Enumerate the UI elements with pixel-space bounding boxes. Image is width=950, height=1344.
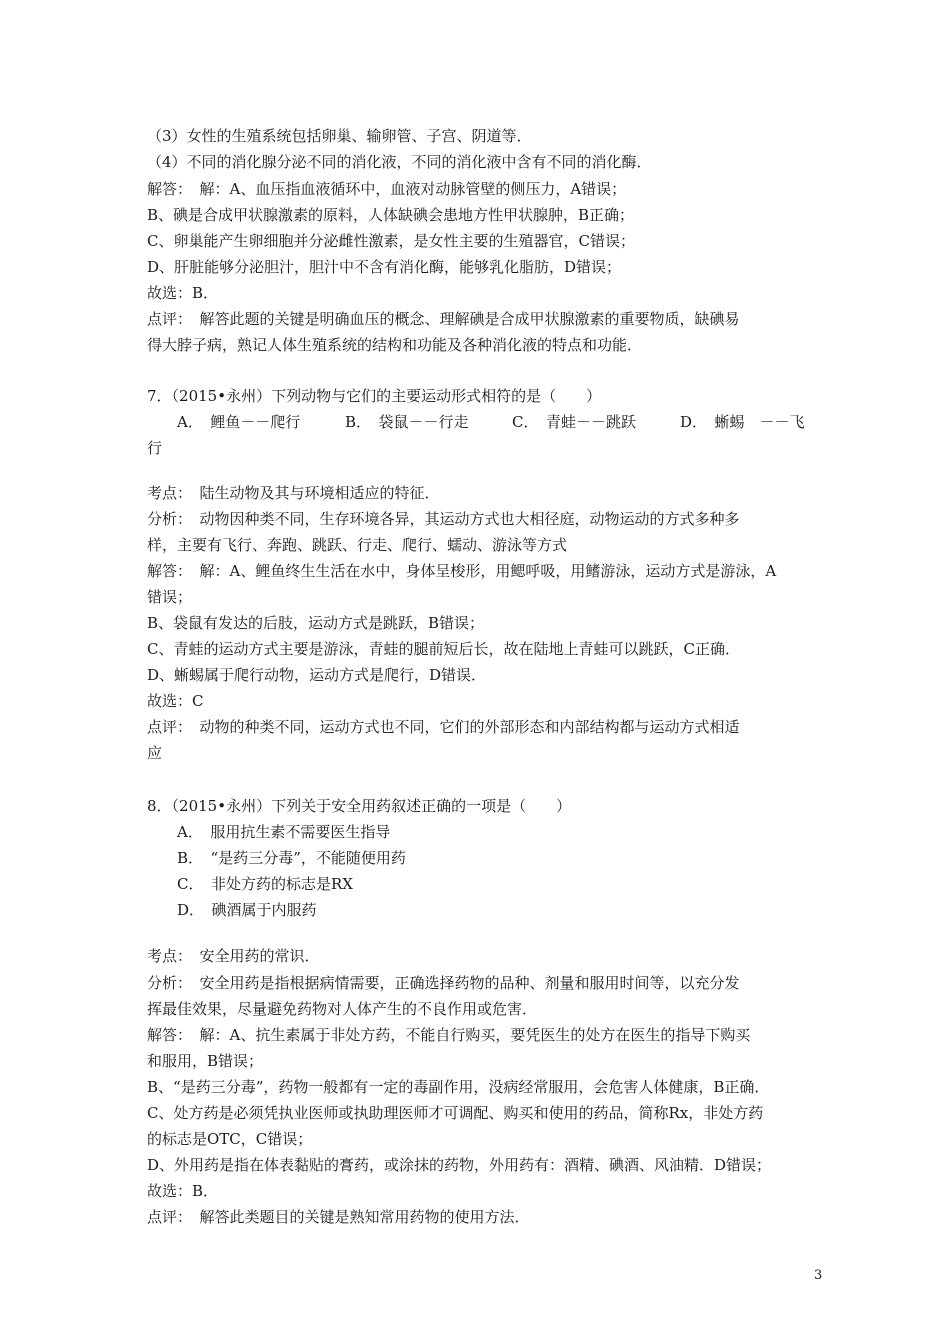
prev-note-3: （3）女性的生殖系统包括卵巢、输卵管、子宫、阴道等．: [147, 127, 532, 145]
prev-answer-line: B、碘是合成甲状腺激素的原料，人体缺碘会患地方性甲状腺肿，B正确；: [147, 206, 635, 224]
prev-answer-line: 故选：B．: [147, 284, 219, 302]
q7-option-c: C． 青蛙－－跳跃: [512, 413, 636, 431]
q7-comment-line: 应: [147, 744, 163, 762]
q7-comment-line: 点评： 动物的种类不同，运动方式也不同，它们的外部形态和内部结构都与运动方式相适: [147, 718, 740, 736]
q8-option-c: C． 非处方药的标志是RX: [177, 875, 353, 893]
q7-analysis-line: 样，主要有飞行、奔跑、跳跃、行走、爬行、蠕动、游泳等方式: [147, 536, 568, 554]
q7-answer-line: B、袋鼠有发达的后肢，运动方式是跳跃，B错误；: [147, 614, 485, 632]
prev-answer-line: D、肝脏能够分泌胆汁，胆汁中不含有消化酶，能够乳化脂肪，D错误；: [147, 258, 622, 276]
q8-analysis-line: 挥最佳效果，尽量避免药物对人体产生的不良作用或危害．: [147, 1000, 538, 1018]
q7-option-d: D． 蜥蜴 －－飞: [680, 413, 805, 431]
q8-analysis-line: 分析： 安全用药是指根据病情需要，正确选择药物的品种、剂量和服用时间等，以充分发: [147, 974, 740, 992]
q8-answer-line: 故选：B．: [147, 1182, 219, 1200]
q7-answer-line: 错误；: [147, 588, 193, 606]
q8-answer-line: 和服用，B错误；: [147, 1052, 264, 1070]
q7-answer-line: C、青蛙的运动方式主要是游泳，青蛙的腿前短后长，故在陆地上青蛙可以跳跃，C正确．: [147, 640, 740, 658]
prev-answer-line: 解答： 解：A、血压指血液循环中，血液对动脉管壁的侧压力，A错误；: [147, 180, 627, 198]
q8-stem: 8．（2015•永州）下列关于安全用药叙述正确的一项是（ ）: [147, 797, 572, 815]
q8-comment: 点评： 解答此类题目的关键是熟知常用药物的使用方法．: [147, 1208, 530, 1226]
q8-answer-line: C、处方药是必须凭执业医师或执助理医师才可调配、购买和使用的药品，简称Rx，非处方药: [147, 1104, 764, 1122]
page-number: 3: [814, 1268, 823, 1283]
prev-comment-line: 得大脖子病，熟记人体生殖系统的结构和功能及各种消化液的特点和功能．: [147, 336, 643, 354]
q8-answer-line: D、外用药是指在体表黏贴的膏药，或涂抹的药物，外用药有：酒精、碘酒、风油精．D错误；: [147, 1156, 772, 1174]
q7-option-a: A． 鲤鱼－－爬行: [177, 413, 301, 431]
q7-answer-line: 解答： 解：A、鲤鱼终生生活在水中，身体呈梭形，用鳃呼吸，用鳍游泳，运动方式是游泳，A: [147, 562, 777, 580]
q8-answer-line: 解答： 解：A、抗生素属于非处方药，不能自行购买，要凭医生的处方在医生的指导下购买: [147, 1026, 751, 1044]
q7-answer-line: 故选：C: [147, 692, 204, 710]
q7-kaodian: 考点： 陆生动物及其与环境相适应的特征．: [147, 484, 440, 502]
q8-option-b: B． “是药三分毒”，不能随便用药: [177, 849, 406, 867]
q8-answer-line: 的标志是OTC，C错误；: [147, 1130, 313, 1148]
q7-option-wrap: 行: [147, 439, 163, 457]
prev-answer-line: C、卵巢能产生卵细胞并分泌雌性激素，是女性主要的生殖器官，C错误；: [147, 232, 635, 250]
q7-option-b: B． 袋鼠－－行走: [345, 413, 469, 431]
q7-stem: 7．（2015•永州）下列动物与它们的主要运动形式相符的是（ ）: [147, 387, 602, 405]
q8-kaodian: 考点： 安全用药的常识．: [147, 947, 320, 965]
q8-option-d: D． 碘酒属于内服药: [177, 901, 317, 919]
q8-answer-line: B、“是药三分毒”，药物一般都有一定的毒副作用，没病经常服用，会危害人体健康，B正确．: [147, 1078, 770, 1096]
prev-note-4: （4）不同的消化腺分泌不同的消化液，不同的消化液中含有不同的消化酶．: [147, 153, 652, 171]
q7-answer-line: D、蜥蜴属于爬行动物，运动方式是爬行，D错误．: [147, 666, 487, 684]
q7-analysis-line: 分析： 动物因种类不同，生存环境各异，其运动方式也大相径庭，动物运动的方式多种多: [147, 510, 740, 528]
q8-option-a: A． 服用抗生素不需要医生指导: [177, 823, 391, 841]
prev-comment-line: 点评： 解答此题的关键是明确血压的概念、理解碘是合成甲状腺激素的重要物质，缺碘易: [147, 310, 740, 328]
